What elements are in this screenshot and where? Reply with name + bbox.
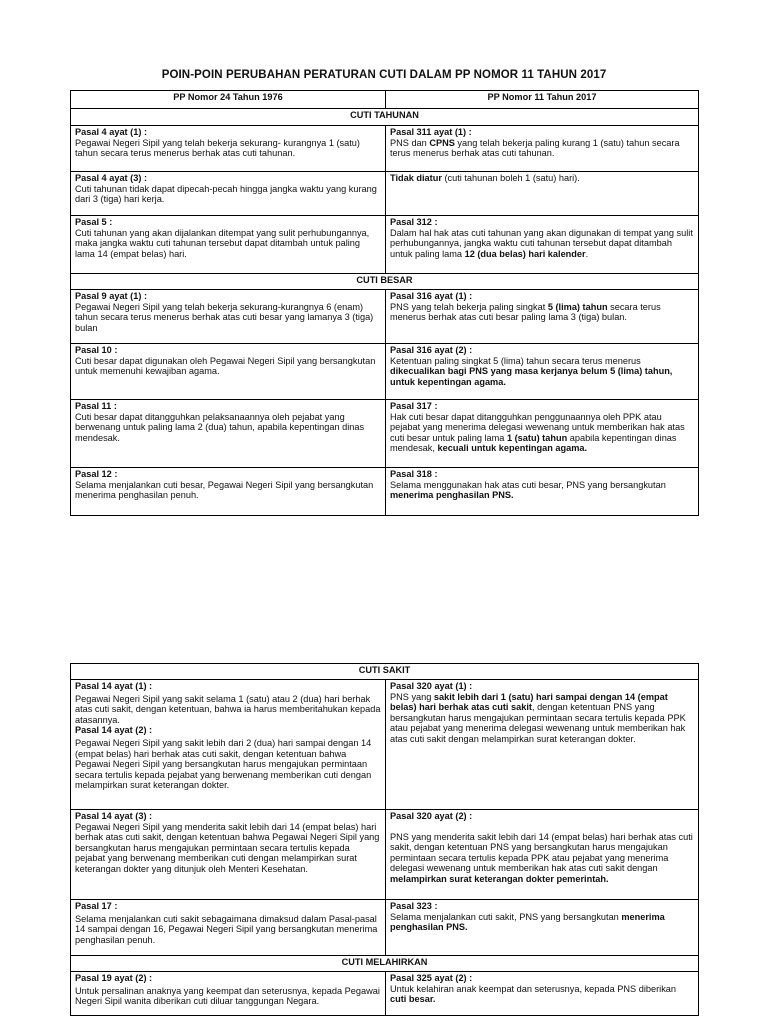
article-ref: Pasal 10 :	[75, 345, 118, 355]
article-text: Selama menjalankan cuti sakit sebagaimana dimaksud dalam Pasal-pasal 14 sampai dengan 16, Pegawai Negeri Sipil yang bersangkutan menerima penghasilan penuh.	[75, 913, 378, 945]
article-text: Pegawai Negeri Sipil yang telah bekerja sekurang- kurangnya 1 (satu) tahun secara terus menerus berhak atas cuti tahunan.	[75, 137, 360, 159]
section-row-cuti-besar	[71, 274, 699, 290]
new-rule-cell	[386, 810, 699, 900]
new-rule-cell	[386, 290, 699, 344]
article-text: Selama menjalankan cuti sakit, PNS yang bersangkutan menerima penghasilan PNS.	[390, 911, 665, 933]
article-text: Untuk persalinan anaknya yang keempat dan seterusnya, kepada Pegawai Negeri Sipil wanita diberikan cuti diluar tanggungan Negara.	[75, 985, 380, 1007]
article-ref: Pasal 4 ayat (1) :	[75, 127, 148, 137]
article-ref: Pasal 316 ayat (1) :	[390, 291, 473, 301]
column-header-new: PP Nomor 11 Tahun 2017	[386, 91, 699, 109]
article-ref: Pasal 9 ayat (1) :	[75, 291, 148, 301]
article-text: Ketentuan paling singkat 5 (lima) tahun secara terus menerus dikecualikan bagi PNS yang masa kerjanya belum 5 (lima) tahun, untuk kepentingan agama.	[390, 355, 673, 387]
table-row	[71, 900, 699, 956]
new-rule-cell	[386, 900, 699, 956]
old-rule-cell	[71, 172, 386, 216]
article-ref: Pasal 17 :	[75, 901, 118, 911]
article-ref: Pasal 318 :	[390, 469, 438, 479]
old-rule-cell	[71, 680, 386, 810]
article-text: Cuti besar dapat ditangguhkan pelaksanaannya oleh pejabat yang berwenang untuk paling lama 2 (dua) tahun, apabila kepentingan dinas mendesak.	[75, 411, 365, 443]
article-ref: Pasal 14 ayat (1) :	[75, 681, 153, 691]
new-rule-cell	[386, 344, 699, 400]
article-ref: Pasal 11 :	[75, 401, 117, 411]
article-ref: Pasal 14 ayat (2) :	[75, 725, 153, 736]
article-text: Selama menjalankan cuti besar, Pegawai Negeri Sipil yang bersangkutan menerima penghasilan penuh.	[75, 479, 374, 501]
section-title-cuti-besar: CUTI BESAR	[71, 274, 699, 290]
section-row-cuti-melahirkan	[71, 956, 699, 972]
new-rule-cell	[386, 680, 699, 810]
article-text: Hak cuti besar dapat ditangguhkan penggunaannya oleh PPK atau pejabat yang menerima delegasi wewenang untuk memberikan hak atas cuti besar untuk paling lama 1 (satu) tahun apabila kepentingan dinas mendesak, kecuali untuk kepentingan agama.	[390, 411, 685, 454]
article-ref: Pasal 320 ayat (1) :	[390, 681, 473, 691]
article-text: Pegawai Negeri Sipil yang sakit selama 1 (satu) atau 2 (dua) hari berhak atas cuti sakit, dengan ketentuan, bahwa ia harus memberitahukan kepada atasannya.	[75, 693, 381, 725]
article-ref: Pasal 5 :	[75, 217, 113, 227]
table-row	[71, 972, 699, 1016]
table-row	[71, 290, 699, 344]
table-row	[71, 216, 699, 274]
article-text: Untuk kelahiran anak keempat dan seterusnya, kepada PNS diberikan cuti besar.	[390, 983, 677, 1005]
article-ref: Pasal 312 :	[390, 217, 438, 227]
old-rule-cell	[71, 972, 386, 1016]
section-title-cuti-tahunan: CUTI TAHUNAN	[71, 109, 699, 126]
article-text: Cuti tahunan yang akan dijalankan ditempat yang sulit perhubungannya, maka jangka waktu cuti tahunan tersebut dapat ditambah untuk paling lama 14 (empat belas) hari.	[75, 227, 370, 259]
old-rule-cell	[71, 216, 386, 274]
article-ref: Pasal 316 ayat (2) :	[390, 345, 473, 355]
document-title: POIN-POIN PERUBAHAN PERATURAN CUTI DALAM PP NOMOR 11 TAHUN 2017	[161, 69, 607, 81]
new-rule-cell	[386, 400, 699, 468]
new-rule-cell	[386, 972, 699, 1016]
old-rule-cell	[71, 468, 386, 516]
article-ref: Pasal 311 ayat (1) :	[390, 127, 472, 137]
new-rule-cell	[386, 468, 699, 516]
article-text: PNS dan CPNS yang telah bekerja paling kurang 1 (satu) tahun secara terus menerus berhak atas cuti tahunan.	[390, 137, 680, 159]
article-text: Dalam hal hak atas cuti tahunan yang akan digunakan di tempat yang sulit perhubungannya, jangka waktu cuti tahunan tersebut dapat ditambah untuk paling lama 12 (dua belas) hari kalender.	[390, 227, 693, 259]
old-rule-cell	[71, 900, 386, 956]
table-row	[71, 680, 699, 810]
article-text: PNS yang telah bekerja paling singkat 5 (lima) tahun secara terus menerus berhak atas cuti besar paling lama 3 (tiga) bulan.	[390, 301, 661, 323]
article-text: PNS yang menderita sakit lebih dari 14 (empat belas) hari berhak atas cuti sakit, dengan ketentuan PNS yang bersangkutan harus mengajukan permintaan secara tertulis kepada PPK atau pejabat yang menerima delegasi wewenang untuk memberikan hak atas cuti sakit dengan melampirkan surat keterangan dokter pemerintah.	[390, 831, 693, 884]
table-row	[71, 172, 699, 216]
old-rule-cell	[71, 810, 386, 900]
article-text: Cuti tahunan tidak dapat dipecah-pecah hingga jangka waktu yang kurang dari 3 (tiga) hari kerja.	[75, 183, 377, 205]
article-text: Selama menggunakan hak atas cuti besar, PNS yang bersangkutan menerima penghasilan PNS.	[390, 479, 666, 501]
article-text: Tidak diatur (cuti tahunan boleh 1 (satu) hari).	[390, 173, 580, 183]
new-rule-cell	[386, 172, 699, 216]
table-row	[71, 126, 699, 172]
article-ref: Pasal 320 ayat (2) :	[390, 811, 473, 821]
old-rule-cell	[71, 400, 386, 468]
article-text: PNS yang sakit lebih dari 1 (satu) hari sampai dengan 14 (empat belas) hari berhak atas cuti sakit, dengan ketentuan PNS yang bersangkutan harus mengajukan permintaan secara tertulis kepada PPK atau pejabat yang menerima delegasi wewenang untuk memberikan hak atas cuti sakit dengan melampirkan surat keterangan dokter.	[390, 691, 686, 744]
article-ref: Pasal 14 ayat (3) :	[75, 811, 153, 821]
article-ref: Pasal 4 ayat (3) :	[75, 173, 148, 183]
article-ref: Pasal 12 :	[75, 469, 118, 479]
old-rule-cell	[71, 290, 386, 344]
old-rule-cell	[71, 126, 386, 172]
comparison-table-page2	[70, 663, 699, 1016]
table-row	[71, 344, 699, 400]
article-ref: Pasal 325 ayat (2) :	[390, 973, 473, 983]
article-text: Cuti besar dapat digunakan oleh Pegawai Negeri Sipil yang bersangkutan untuk memenuhi kewajiban agama.	[75, 355, 376, 377]
article-text: Pegawai Negeri Sipil yang menderita sakit lebih dari 14 (empat belas) hari berhak atas cuti sakit, dengan ketentuan bahwa Pegawai Negeri Sipil yang bersangkutan harus mengajukan permintaan secara tertulis kepada pejabat yang berwenang memberikan cuti dengan melampirkan surat keterangan dokter yang ditunjuk oleh Menteri Kesehatan.	[75, 821, 380, 874]
article-ref: Pasal 317 :	[390, 401, 438, 411]
article-ref: Pasal 323 :	[390, 901, 438, 911]
table-row	[71, 400, 699, 468]
article-text: Pegawai Negeri Sipil yang sakit lebih dari 2 (dua) hari sampai dengan 14 (empat belas) hari berhak atas cuti sakit, dengan ketentuan bahwa Pegawai Negeri Sipil yang bersangkutan harus mengajukan permintaan secara tertulis kepada pejabat yang berwenang memberikan cuti dengan melampirkan surat keterangan dokter.	[75, 737, 372, 791]
table-row	[71, 810, 699, 900]
new-rule-cell	[386, 126, 699, 172]
table-row	[71, 468, 699, 516]
column-header-old: PP Nomor 24 Tahun 1976	[71, 91, 386, 109]
column-header-row	[71, 91, 699, 109]
section-title-cuti-sakit: CUTI SAKIT	[71, 664, 699, 680]
section-row-cuti-tahunan	[71, 109, 699, 126]
new-rule-cell	[386, 216, 699, 274]
old-rule-cell	[71, 344, 386, 400]
section-title-cuti-melahirkan: CUTI MELAHIRKAN	[71, 956, 699, 972]
article-ref: Pasal 19 ayat (2) :	[75, 973, 153, 983]
section-row-cuti-sakit	[71, 664, 699, 680]
article-text: Pegawai Negeri Sipil yang telah bekerja sekurang-kurangnya 6 (enam) tahun secara terus menerus berhak atas cuti besar yang lamanya 3 (tiga) bulan	[75, 301, 374, 333]
comparison-table-page1	[70, 90, 699, 516]
